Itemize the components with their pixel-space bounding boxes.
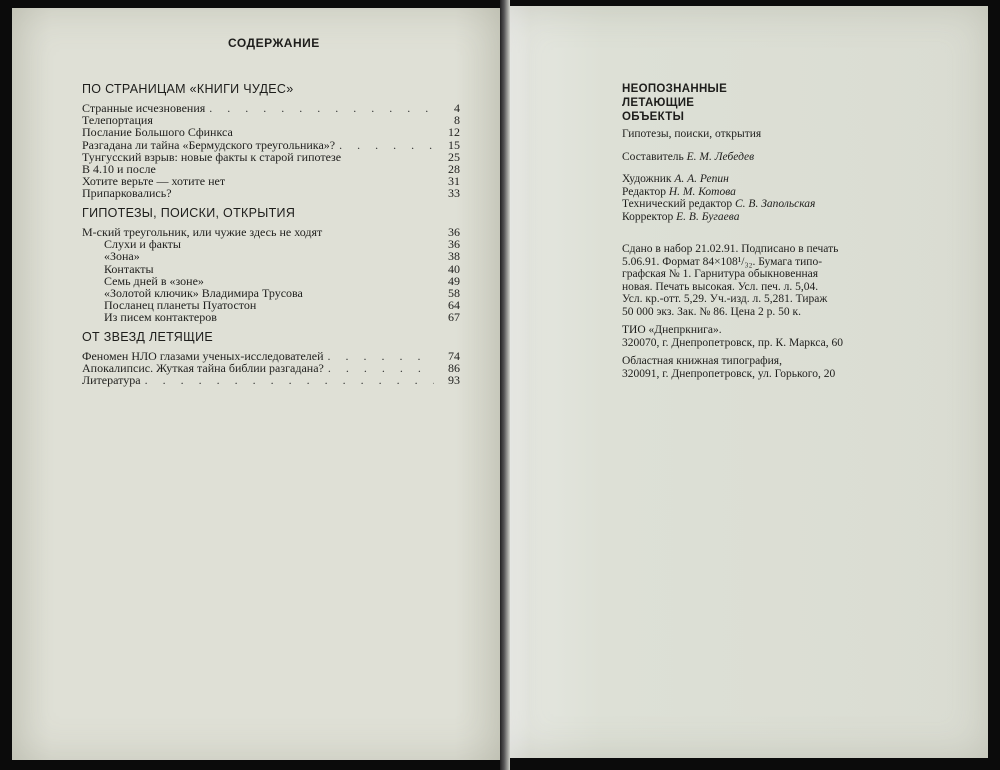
- publisher-info: [622, 324, 882, 349]
- print-info-line: новая. Печать высокая. Усл. печ. л. 5,04.: [622, 280, 819, 293]
- contents-title: СОДЕРЖАНИЕ: [228, 36, 320, 50]
- publisher-line: 320070, г. Днепропетровск, пр. К. Маркса, 60: [622, 336, 843, 349]
- toc-entry-page: 58: [448, 286, 460, 301]
- toc-entry-title: Припарковались?: [82, 186, 172, 201]
- toc-section-1: [82, 82, 460, 200]
- credit-name: Е. М. Лебедев: [686, 150, 755, 163]
- editor-credit: [622, 186, 882, 199]
- toc-entry-title: Странные исчезновения: [82, 101, 206, 115]
- printer-line: Областная книжная типография,: [622, 355, 782, 367]
- toc-entry-title: М-ский треугольник, или чужие здесь не ходят: [82, 225, 323, 239]
- toc-entry-page: 93: [448, 373, 460, 388]
- toc-list: [82, 102, 460, 200]
- toc-entry-title: Феномен НЛО глазами ученых-исследователей: [82, 349, 324, 363]
- toc-entry: [82, 263, 460, 275]
- print-info-line: графская № 1. Гарнитура обыкновенная: [622, 268, 819, 280]
- toc-entry-page: 67: [448, 310, 460, 325]
- toc-entry: [82, 374, 460, 386]
- toc-entry-title: Послание Большого Сфинкса: [82, 125, 233, 140]
- toc-entry: [82, 187, 460, 199]
- credit-label: Составитель: [622, 150, 684, 163]
- toc-leader-dots: [328, 350, 434, 362]
- toc-entry: [82, 126, 460, 138]
- toc-entry-title: Посланец планеты Пуатостон: [104, 298, 257, 313]
- printer-line: 320091, г. Днепропетровск, ул. Горького, 20: [622, 367, 836, 380]
- toc-entry-page: 33: [448, 186, 460, 201]
- print-info-line: Усл. кр.-отт. 5,29. Уч.-изд. л. 5,281. Тираж: [622, 293, 828, 305]
- toc-entry-page: 25: [448, 149, 460, 164]
- toc-entry-title: Хотите верьте — хотите нет: [82, 174, 226, 189]
- toc-entry-title: Тунгусский взрыв: новые факты к старой гипотезе: [82, 149, 342, 164]
- book-title-line: НЕОПОЗНАННЫЕ: [622, 83, 728, 95]
- credit-label: Редактор: [622, 185, 666, 198]
- toc-entry-page: 40: [448, 261, 460, 276]
- credit-label: Технический редактор: [622, 198, 733, 210]
- credit-name: Н. М. Котова: [668, 185, 736, 198]
- toc-entry-page: 31: [448, 174, 460, 189]
- toc-entry-page: 64: [448, 298, 460, 313]
- credit-name: А. А. Репин: [674, 173, 729, 185]
- toc-section-heading: ПО СТРАНИЦАМ «КНИГИ ЧУДЕС»: [82, 82, 294, 96]
- toc-section-3: [82, 330, 460, 387]
- toc-section-heading: ГИПОТЕЗЫ, ПОИСКИ, ОТКРЫТИЯ: [82, 206, 296, 220]
- print-info-line: Сдано в набор 21.02.91. Подписано в печать: [622, 243, 839, 255]
- toc-entry-page: 74: [448, 349, 460, 363]
- book-title-line: ЛЕТАЮЩИЕ: [622, 97, 695, 109]
- publisher-line: ТИО «Днепркнига».: [622, 324, 722, 336]
- toc-entry-title: Семь дней в «зоне»: [104, 273, 204, 288]
- book-subtitle: Гипотезы, поиски, открытия: [622, 128, 762, 140]
- tech-editor-credit: [622, 198, 882, 211]
- book-spine: [500, 0, 510, 770]
- toc-entry-page: 28: [448, 162, 460, 177]
- toc-section-2: [82, 206, 460, 324]
- colophon: [622, 82, 882, 386]
- compiler-credit: [622, 151, 882, 164]
- toc-entry-title: Контакты: [104, 261, 154, 276]
- credit-name: Е. В. Бугаева: [676, 210, 740, 223]
- toc-entry-title: «Зона»: [104, 249, 140, 264]
- toc-entry-title: В 4.10 и после: [82, 162, 156, 177]
- toc-entry-title: Разгадана ли тайна «Бермудского треугольника»?: [82, 137, 336, 152]
- toc-entry-title: «Золотой ключик» Владимира Трусова: [104, 286, 303, 301]
- illustrator-credit: [622, 173, 882, 186]
- toc-section-heading: ОТ ЗВЕЗД ЛЕТЯЩИЕ: [82, 330, 214, 344]
- printer-info: [622, 355, 882, 380]
- print-info-line: 5.06.91. Формат 84×108¹/₃₂. Бумага типо-: [622, 255, 823, 268]
- toc-entry-title: Телепортация: [82, 113, 153, 128]
- credit-label: Корректор: [622, 210, 674, 223]
- toc-entry-page: 4: [454, 101, 460, 115]
- toc-list: [82, 350, 460, 387]
- credit-label: Художник: [622, 173, 672, 185]
- credit-name: С. В. Запольская: [735, 198, 816, 210]
- toc-entry-title: Апокалипсис. Жуткая тайна библии разгадана?: [82, 361, 324, 376]
- toc-entry-page: 86: [448, 361, 460, 376]
- toc-leader-dots: [328, 362, 434, 374]
- toc-entry: [82, 250, 460, 262]
- toc-leader-dots: [209, 102, 434, 114]
- toc-entry-title: Из писем контактеров: [104, 310, 217, 325]
- toc-entry: [82, 311, 460, 323]
- toc-leader-dots: [339, 139, 434, 151]
- toc-entry: [82, 139, 460, 151]
- print-info: [622, 243, 882, 318]
- toc-entry-page: 36: [448, 237, 460, 252]
- toc-entry-page: 36: [448, 225, 460, 239]
- toc-entry-title: Слухи и факты: [104, 237, 181, 252]
- toc-entry-page: 8: [454, 113, 460, 128]
- toc-entry-page: 38: [448, 249, 460, 264]
- toc-entry-page: 12: [448, 125, 460, 140]
- toc-entry-page: 15: [448, 137, 460, 152]
- toc-leader-dots: [145, 374, 434, 386]
- print-info-line: 50 000 экз. Зак. № 86. Цена 2 р. 50 к.: [622, 305, 801, 318]
- toc-entry-title: Литература: [82, 373, 141, 388]
- toc-list: [82, 226, 460, 324]
- book-title-line: ОБЪЕКТЫ: [622, 111, 685, 123]
- proofreader-credit: [622, 211, 882, 224]
- toc-entry-page: 49: [448, 273, 460, 288]
